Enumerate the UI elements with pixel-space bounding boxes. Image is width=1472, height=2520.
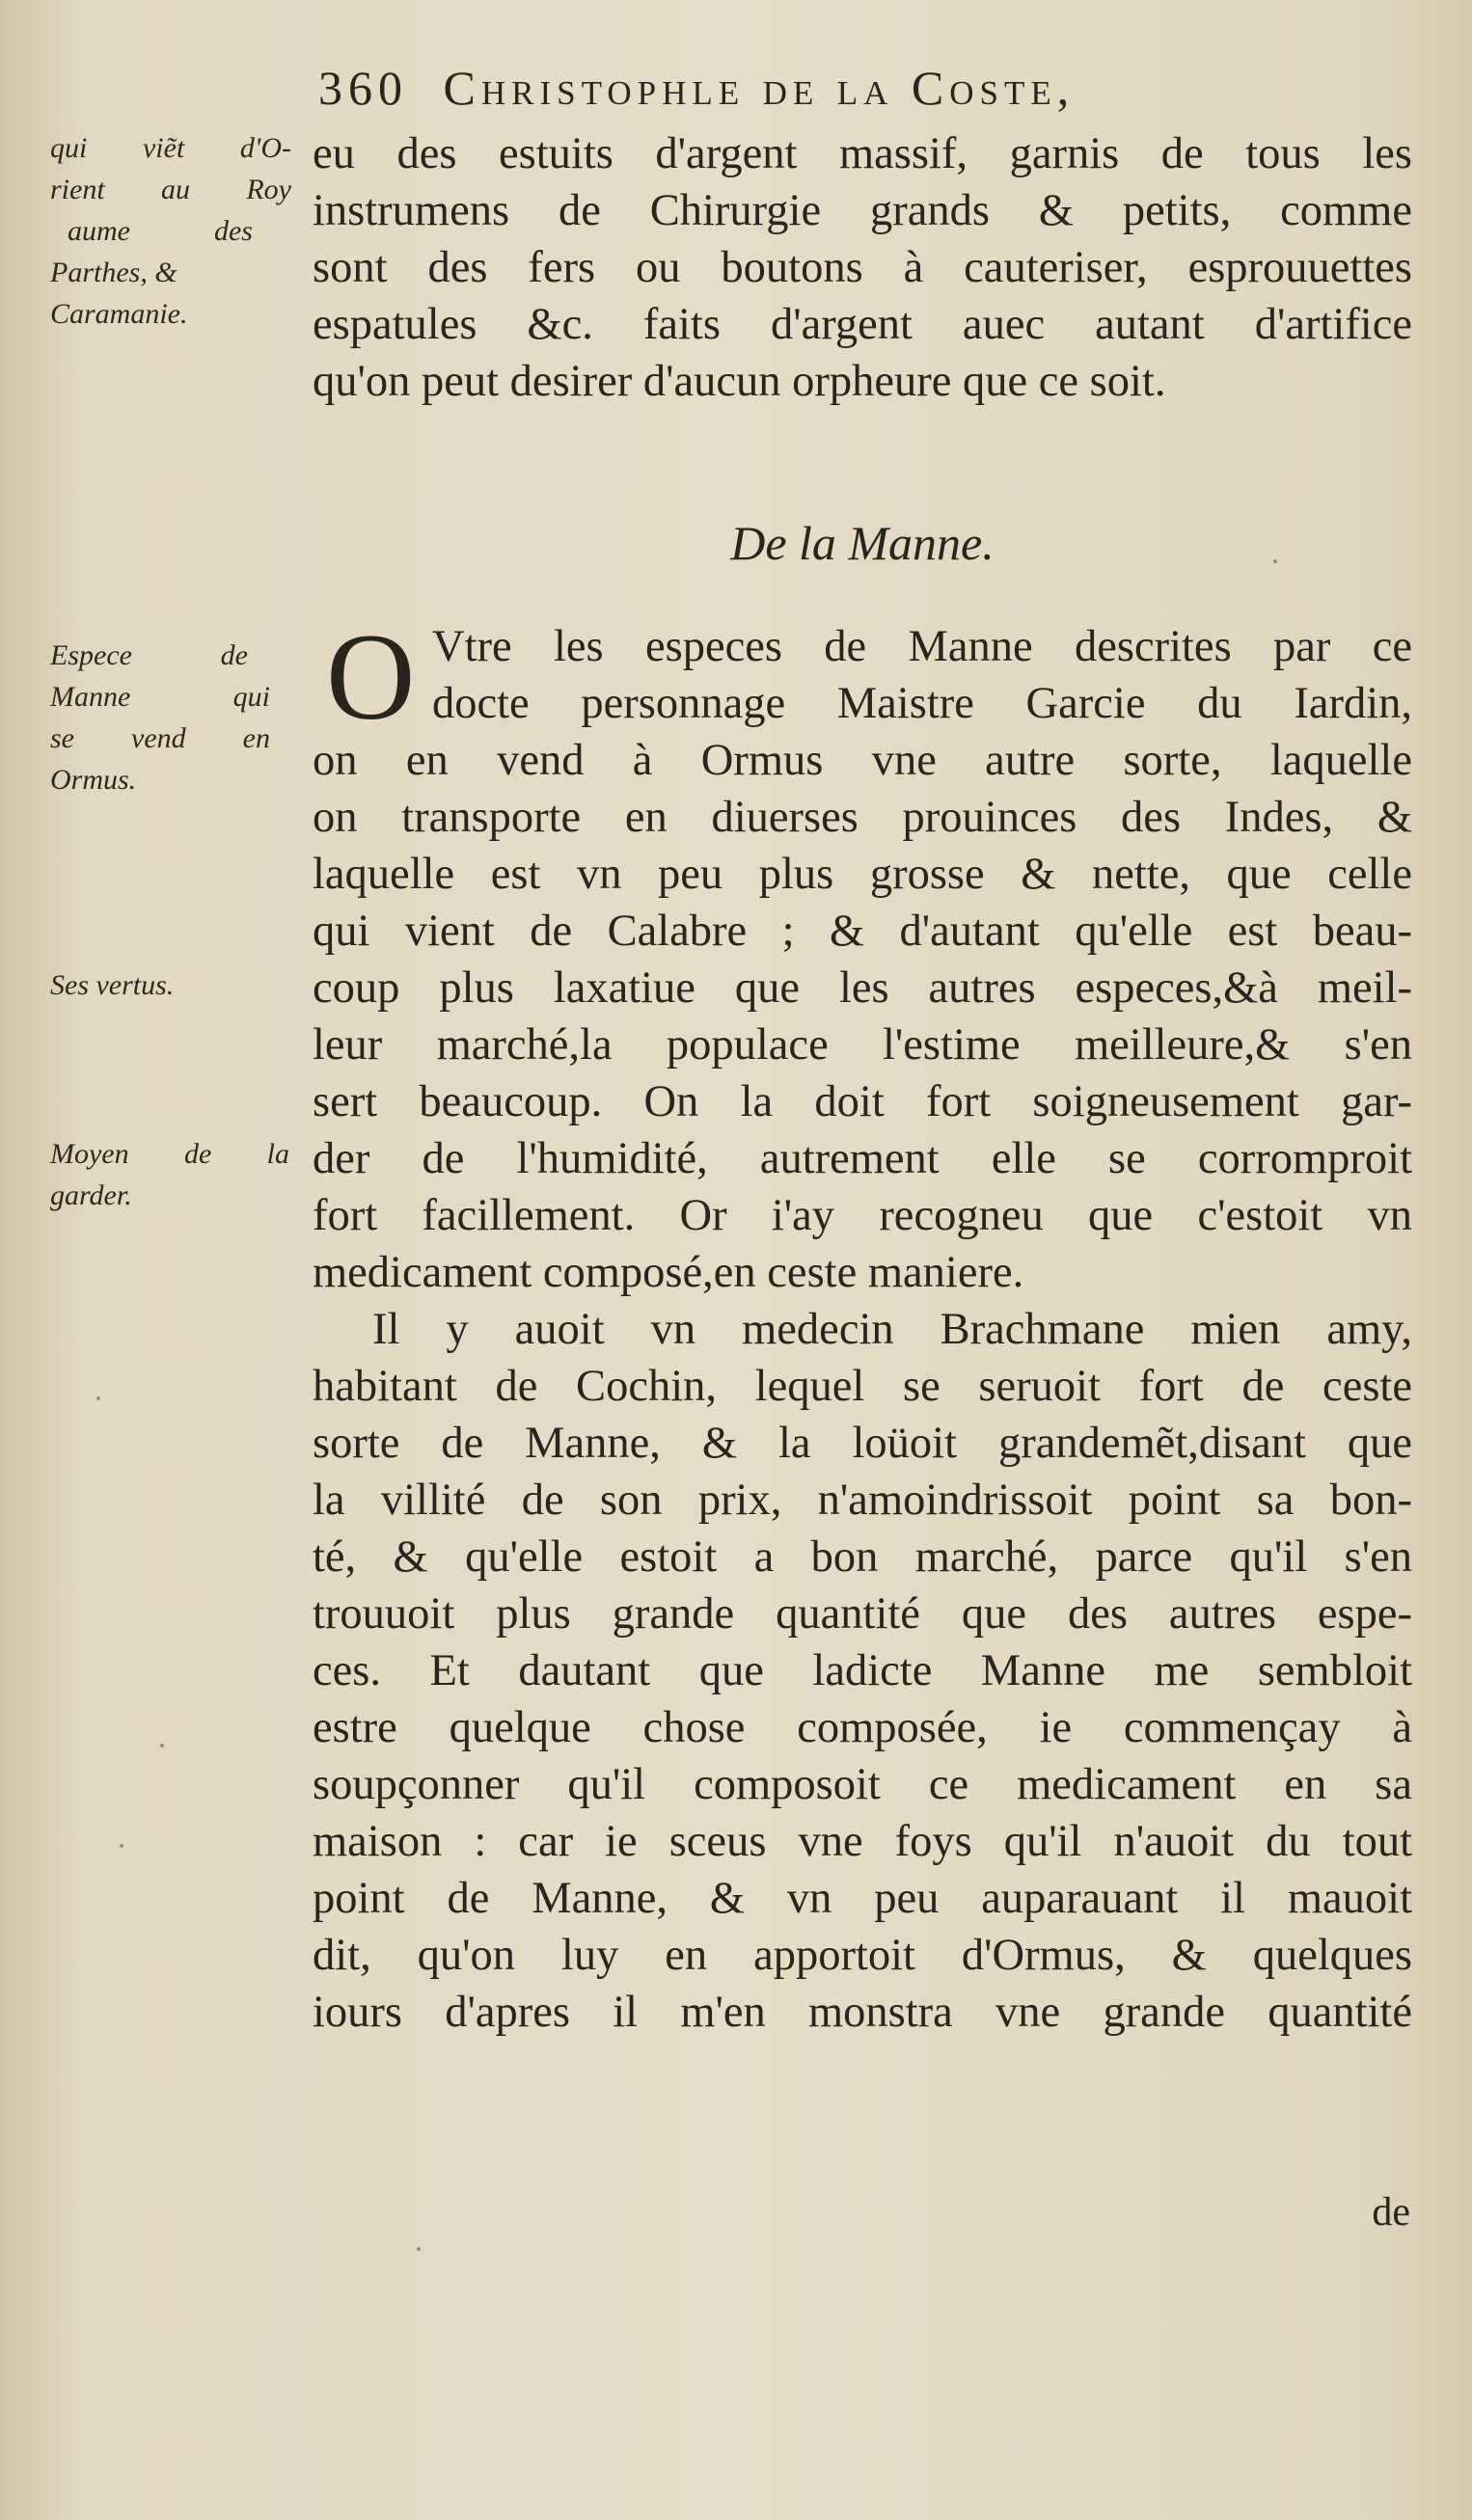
- text-line: soupçonner qu'il composoit ce medicament en sa: [313, 1760, 1412, 1809]
- margin-note-line: Caramanie.: [50, 298, 188, 330]
- section-title: De la Manne.: [730, 516, 995, 570]
- margin-note-line: Moyen de la: [50, 1138, 289, 1170]
- margin-note: [50, 1133, 291, 1216]
- text-line: la villité de son prix, n'amoindrissoit point sa bon-: [313, 1476, 1412, 1525]
- text-line: té, & qu'elle estoit a bon marché, parce qu'il s'en: [313, 1532, 1412, 1582]
- main-text: [313, 125, 1412, 2041]
- running-header: [318, 60, 1075, 116]
- text-line: fort facillement. Or i'ay recogneu que c'estoit vn: [313, 1191, 1412, 1240]
- text-line: Il y auoit vn medecin Brachmane mien amy,: [372, 1305, 1412, 1354]
- drop-cap: O: [326, 609, 416, 745]
- margin-note-line: garder.: [50, 1179, 132, 1211]
- text-line: instrumens de Chirurgie grands & petits, comme: [313, 186, 1412, 235]
- margin-note-line: aume des: [68, 215, 253, 247]
- page-number: 360: [318, 61, 408, 115]
- margin-note-line: Parthes, &: [50, 257, 177, 288]
- text-line: point de Manne, & vn peu auparauant il mauoit: [313, 1874, 1412, 1923]
- paper-speck: [160, 1744, 164, 1748]
- text-line: trouuoit plus grande quantité que des autres espe-: [313, 1589, 1412, 1639]
- margin-note-line: Ses vertus.: [50, 969, 175, 1001]
- text-line: qui vient de Calabre ; & d'autant qu'elle est beau-: [313, 907, 1412, 956]
- paper-speck: [96, 1396, 100, 1400]
- text-line: on transporte en diuerses prouinces des Indes, &: [313, 793, 1412, 842]
- text-line: sert beaucoup. On la doit fort soigneusement gar-: [313, 1077, 1412, 1126]
- text-line: on en vend à Ormus vne autre sorte, laquelle: [313, 736, 1412, 785]
- text-line: sorte de Manne, & la loüoit grandemẽt,disant que: [313, 1419, 1412, 1468]
- paragraph: [313, 1301, 1412, 2041]
- margin-note: [50, 635, 291, 800]
- text-line: sont des fers ou boutons à cauteriser, esprouuettes: [313, 243, 1412, 292]
- margin-note: [50, 964, 291, 1006]
- text-line: laquelle est vn peu plus grosse & nette, que celle: [313, 850, 1412, 899]
- margin-note-line: qui viẽt d'O-: [50, 132, 291, 164]
- text-line: coup plus laxatiue que les autres especes,&à meil-: [313, 963, 1412, 1013]
- text-line: habitant de Cochin, lequel se seruoit fort de ceste: [313, 1362, 1412, 1411]
- text-line: der de l'humidité, autrement elle se corromproit: [313, 1134, 1412, 1183]
- text-line: ces. Et dautant que ladicte Manne me sembloit: [313, 1646, 1412, 1695]
- margin-note: [50, 127, 291, 335]
- text-line: estre quelque chose composée, ie commençay à: [313, 1703, 1412, 1752]
- text-line: eu des estuits d'argent massif, garnis de tous les: [313, 129, 1412, 178]
- margin-note-line: rient au Roy: [50, 174, 291, 205]
- text-line: docte personnage Maistre Garcie du Iardin,: [432, 679, 1412, 728]
- margin-note-line: Espece de: [50, 639, 248, 671]
- text-line: iours d'apres il m'en monstra vne grande quantité: [313, 1988, 1412, 2037]
- paper-speck: [417, 2247, 421, 2251]
- running-title: Christophle de la Coste,: [443, 61, 1076, 115]
- margin-note-line: Ormus.: [50, 764, 137, 796]
- paper-speck: [120, 1844, 123, 1848]
- catchword: de: [1372, 2190, 1410, 2235]
- paragraph: [313, 609, 1412, 1301]
- text-line: leur marché,la populace l'estime meilleure,& s'en: [313, 1020, 1412, 1070]
- text-line: espatules &c. faits d'argent auec autant d'artifice: [313, 300, 1412, 349]
- text-line: qu'on peut desirer d'aucun orpheure que ce soit.: [313, 357, 1166, 406]
- paper-speck: [1273, 559, 1277, 563]
- margin-note-line: se vend en: [50, 722, 270, 754]
- text-line: medicament composé,en ceste maniere.: [313, 1248, 1024, 1297]
- margin-note-line: Manne qui: [50, 681, 270, 713]
- text-line: Vtre les especes de Manne descrites par ce: [432, 622, 1412, 671]
- text-line: dit, qu'on luy en apportoit d'Ormus, & quelques: [313, 1931, 1412, 1980]
- text-line: maison : car ie sceus vne foys qu'il n'auoit du tout: [313, 1817, 1412, 1866]
